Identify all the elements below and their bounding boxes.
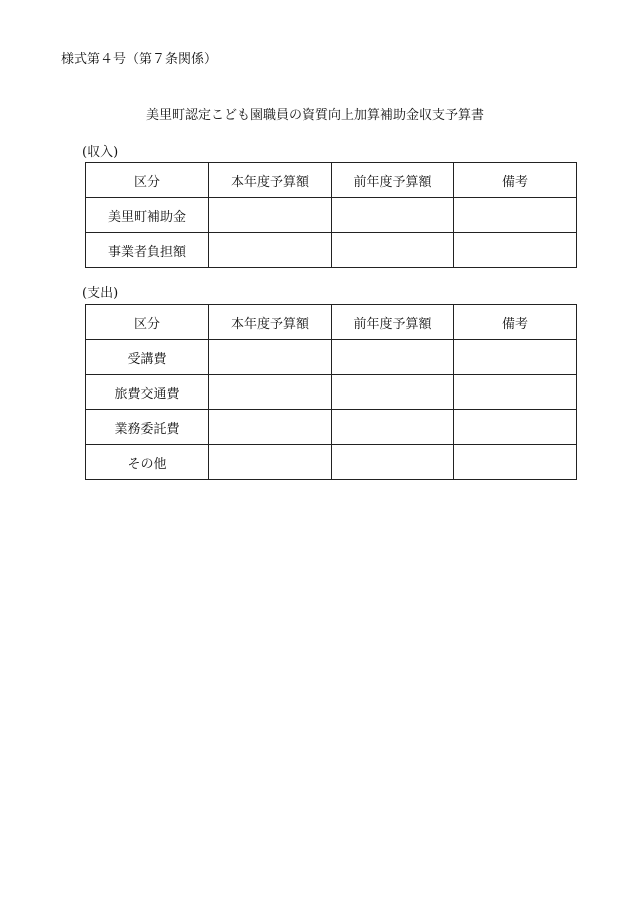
remarks-cell [454, 375, 577, 410]
form-number: 様式第４号（第７条関係） [61, 52, 218, 67]
row-category: 事業者負担額 [86, 233, 209, 268]
row-category: 旅費交通費 [86, 375, 209, 410]
previous-budget-cell [332, 233, 454, 268]
remarks-cell [454, 445, 577, 480]
column-header-remarks: 備考 [454, 163, 577, 198]
table-row [86, 233, 577, 268]
remarks-cell [454, 233, 577, 268]
current-budget-cell [209, 198, 332, 233]
previous-budget-cell [332, 198, 454, 233]
expense-table [85, 304, 577, 480]
column-header-current-budget: 本年度予算額 [209, 305, 332, 340]
previous-budget-cell [332, 340, 454, 375]
column-header-category: 区分 [86, 163, 209, 198]
remarks-cell [454, 198, 577, 233]
current-budget-cell [209, 445, 332, 480]
previous-budget-cell [332, 445, 454, 480]
column-header-category: 区分 [86, 305, 209, 340]
current-budget-cell [209, 375, 332, 410]
column-header-current-budget: 本年度予算額 [209, 163, 332, 198]
income-section-label: (収入) [82, 145, 119, 160]
table-row [86, 198, 577, 233]
table-row [86, 375, 577, 410]
income-table [85, 162, 577, 268]
previous-budget-cell [332, 375, 454, 410]
income-header-row [86, 163, 577, 198]
row-category: 受講費 [86, 340, 209, 375]
row-category: 美里町補助金 [86, 198, 209, 233]
current-budget-cell [209, 340, 332, 375]
document-title: 美里町認定こども園職員の資質向上加算補助金収支予算書 [145, 108, 484, 123]
expense-section-label: (支出) [82, 286, 119, 301]
table-row [86, 445, 577, 480]
column-header-previous-budget: 前年度予算額 [332, 305, 454, 340]
previous-budget-cell [332, 410, 454, 445]
column-header-remarks: 備考 [454, 305, 577, 340]
table-row [86, 410, 577, 445]
current-budget-cell [209, 233, 332, 268]
remarks-cell [454, 340, 577, 375]
current-budget-cell [209, 410, 332, 445]
column-header-previous-budget: 前年度予算額 [332, 163, 454, 198]
row-category: 業務委託費 [86, 410, 209, 445]
table-row [86, 340, 577, 375]
row-category: その他 [86, 445, 209, 480]
remarks-cell [454, 410, 577, 445]
expense-header-row [86, 305, 577, 340]
